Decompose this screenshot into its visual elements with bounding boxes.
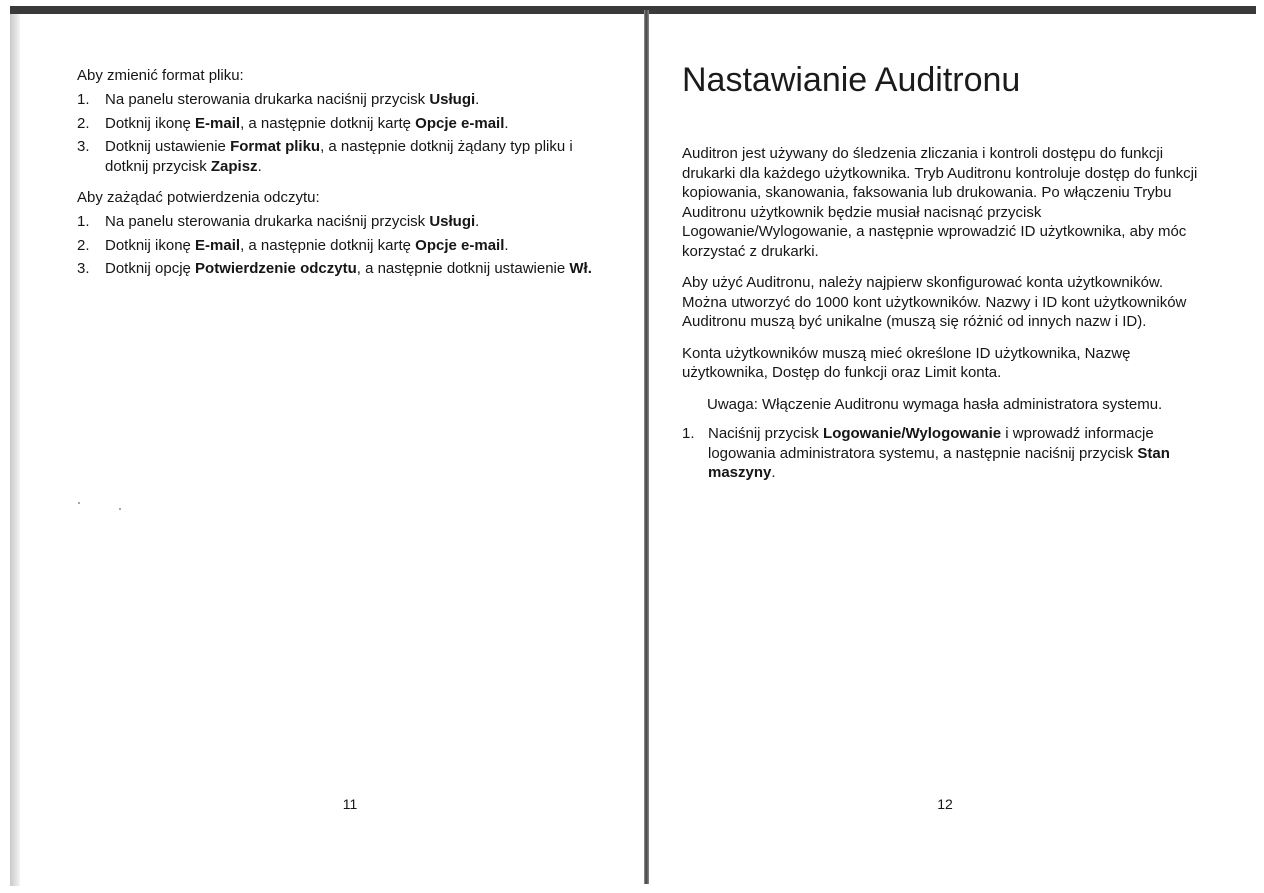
list-item: 1. Naciśnij przycisk Logowanie/Wylogowanie i wprowadź informacje logowania administratora systemu, a następnie naciśnij przycisk Stan maszyny. [682,425,1170,481]
right-page-content [682,60,1212,487]
left-page-content [77,66,607,283]
list-item: 2. Dotknij ikonę E-mail, a następnie dotknij kartę Opcje e-mail. [77,236,509,254]
read-receipt-steps [77,212,607,279]
scan-speck [78,502,80,504]
scan-speck [119,508,121,510]
list-item: 3. Dotknij opcję Potwierdzenie odczytu, a następnie dotknij ustawienie Wł. [77,260,592,277]
file-format-steps [77,90,607,176]
read-receipt-section [77,188,607,279]
page-number-right: 12 [937,796,953,812]
list-item: 1. Na panelu sterowania drukarka naciśnij przycisk Usługi. [77,91,480,108]
right-page [649,14,1256,886]
page-number-left: 11 [342,796,358,812]
paragraph: Auditron jest używany do śledzenia zliczania i kontroli dostępu do funkcji drukarki dla każdego użytkownika. Tryb Auditronu kontroluje dostęp do funkcji kopiowania, skanowania, faksowania lub drukowania. Po włączeniu Trybu Auditronu użytkownik będzie musiał nacisnąć przycisk Logowanie/Wylogowanie, a następnie wprowadzić ID użytkownika, aby móc korzystać z drukarki. [682,145,1198,260]
left-page [20,14,644,886]
scan-left-edge [10,14,20,886]
note: Uwaga: Włączenie Auditronu wymaga hasła administratora systemu. [707,395,1163,413]
scan-top-edge [10,6,1256,14]
list-item: 1. Na panelu sterowania drukarka naciśnij przycisk Usługi. [77,213,480,230]
page-title: Nastawianie Auditronu [682,61,1021,99]
list-item: 2. Dotknij ikonę E-mail, a następnie dotknij kartę Opcje e-mail. [77,114,509,132]
paragraph: Konta użytkowników muszą mieć określone ID użytkownika, Nazwę użytkownika, Dostęp do funkcji oraz Limit konta. [682,344,1131,381]
paragraph: Aby użyć Auditronu, należy najpierw skonfigurować konta użytkowników. Można utworzyć do 1000 kont użytkowników. Nazwy i ID kont użytkowników Auditronu muszą być unikalne (muszą się różnić od innych nazw i ID). [682,274,1187,330]
section-intro-read-receipt: Aby zażądać potwierdzenia odczytu: [77,189,320,206]
section-intro-file-format: Aby zmienić format pliku: [77,67,244,84]
list-item: 3. Dotknij ustawienie Format pliku, a następnie dotknij żądany typ pliku i dotknij przycisk Zapisz. [77,138,573,175]
auditron-steps [682,424,1212,483]
